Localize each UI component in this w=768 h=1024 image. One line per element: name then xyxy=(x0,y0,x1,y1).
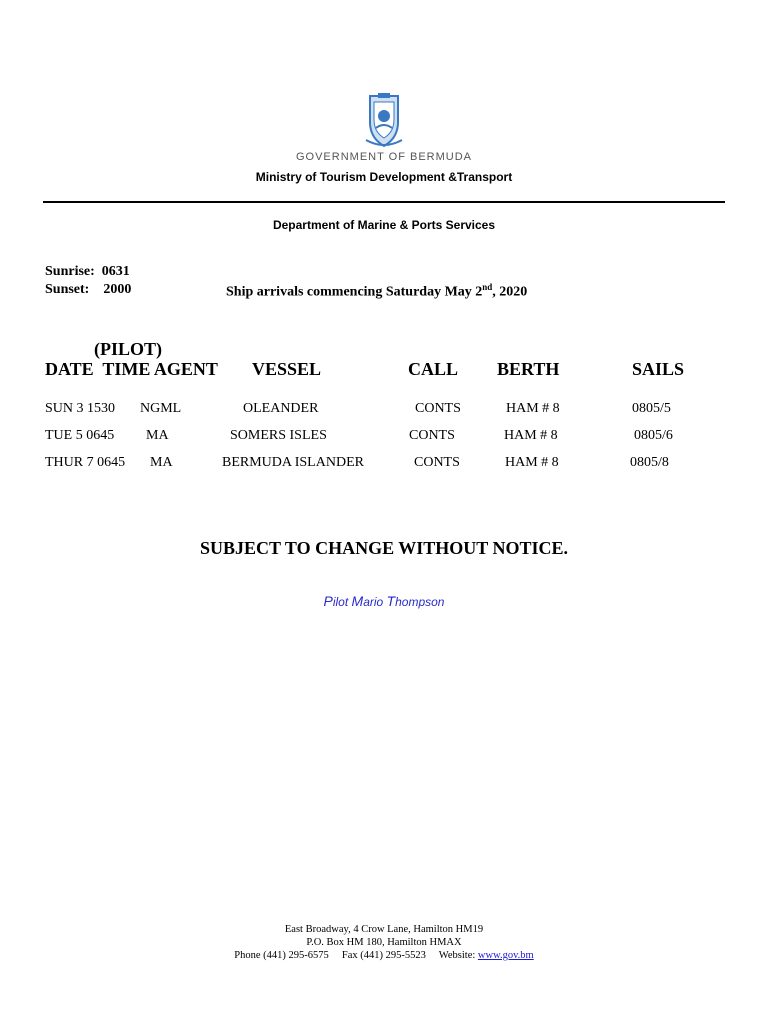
signature-initial-t: T xyxy=(386,593,396,609)
sunrise-value: 0631 xyxy=(101,264,130,279)
signature-text-pilot: ilot xyxy=(332,595,352,609)
header-berth: BERTH xyxy=(497,359,560,379)
arrivals-year: , 2020 xyxy=(492,284,528,300)
signature-initial-p: P xyxy=(323,593,333,609)
government-name: GOVERNMENT OF BERMUDA xyxy=(295,151,473,163)
footer-po-box-line: P.O. Box HM 180, Hamilton HMAX xyxy=(306,937,462,948)
row-agent: MA xyxy=(146,428,169,443)
row-agent: NGML xyxy=(140,401,182,416)
header-date-time-agent: DATE TIME AGENT xyxy=(45,359,218,379)
row-date-time: SUN 3 1530 xyxy=(45,401,116,416)
row-agent: MA xyxy=(150,455,173,470)
arrivals-ordinal: nd xyxy=(482,282,493,292)
sunrise-line xyxy=(45,264,130,280)
row-call: CONTS xyxy=(409,428,455,443)
sunrise-label: Sunrise: xyxy=(45,264,95,279)
sunset-line xyxy=(45,282,131,298)
footer-contact-line xyxy=(0,950,768,961)
sunset-label: Sunset: xyxy=(45,282,90,297)
signature-text-mario: ario xyxy=(363,595,387,609)
row-date-time: TUE 5 0645 xyxy=(45,428,115,443)
row-berth: HAM # 8 xyxy=(506,401,560,416)
pilot-header: (PILOT) xyxy=(94,339,163,359)
ministry-name: Ministry of Tourism Development &Transport xyxy=(255,170,513,184)
arrivals-heading xyxy=(226,282,527,301)
footer-address-line: East Broadway, 4 Crow Lane, Hamilton HM19 xyxy=(284,924,484,935)
header-vessel: VESSEL xyxy=(252,359,322,379)
website-link[interactable]: www.gov.bm xyxy=(477,950,534,961)
row-vessel: OLEANDER xyxy=(243,401,319,416)
signature-text-thompson: hompson xyxy=(395,595,445,609)
row-call: CONTS xyxy=(414,455,460,470)
row-sails: 0805/8 xyxy=(630,455,669,470)
footer-phone-fax: Phone (441) 295-6575 Fax (441) 295-5523 Website: xyxy=(234,950,478,961)
header-divider xyxy=(43,201,725,203)
signature-initial-m: M xyxy=(351,593,364,609)
row-vessel: BERMUDA ISLANDER xyxy=(222,455,364,470)
header-call: CALL xyxy=(408,359,459,379)
row-call: CONTS xyxy=(415,401,461,416)
department-name: Department of Marine & Ports Services xyxy=(272,218,496,232)
row-berth: HAM # 8 xyxy=(504,428,558,443)
bermuda-crest-icon xyxy=(364,92,404,150)
row-sails: 0805/6 xyxy=(634,428,673,443)
change-notice: SUBJECT TO CHANGE WITHOUT NOTICE. xyxy=(200,538,568,558)
row-vessel: SOMERS ISLES xyxy=(230,428,327,443)
row-date-time: THUR 7 0645 xyxy=(45,455,126,470)
arrivals-text: Ship arrivals commencing Saturday May 2 xyxy=(226,284,483,300)
sunset-value: 2000 xyxy=(103,282,132,297)
row-berth: HAM # 8 xyxy=(505,455,559,470)
pilot-signature xyxy=(0,593,768,609)
header-sails: SAILS xyxy=(632,359,685,379)
row-sails: 0805/5 xyxy=(632,401,671,416)
